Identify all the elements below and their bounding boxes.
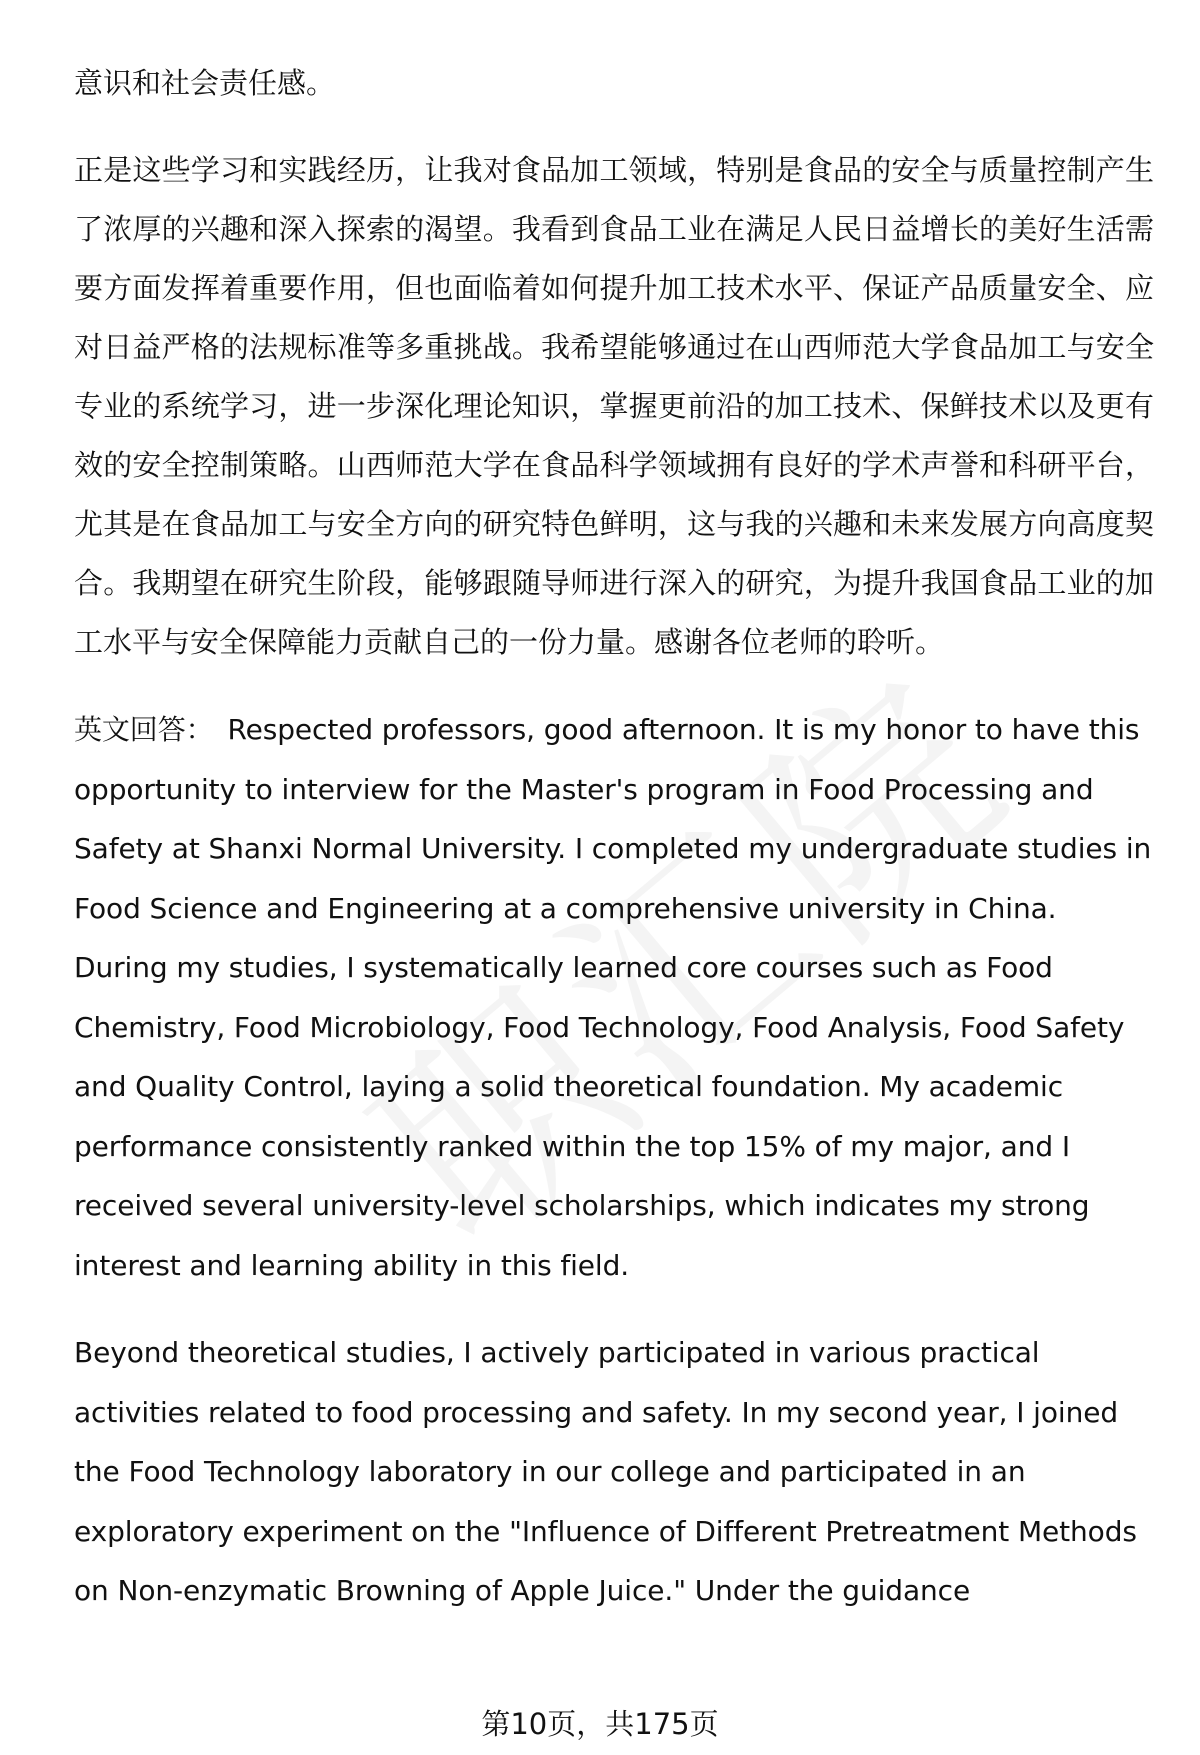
english-answer-label: 英文回答： (74, 713, 214, 746)
page-number-footer: 第10页，共175页 (481, 1707, 719, 1741)
paragraph-continuation: 意识和社会责任感。 (74, 66, 336, 100)
paragraph-english-answer (74, 700, 1154, 1295)
english-answer-text: Respected professors, good afternoon. It is my honor to have this opportunity to interview for the Master's program in Food Processing and Safety at Shanxi Normal University. I completed my undergraduate studies in Food Science and Engineering at a comprehensive university in China. During my studies, I systematically learned core courses such as Food Chemistry, Food Microbiology, Food Technology, Food Analysis, Food Safety and Quality Control, laying a solid theoretical foundation. My academic performance consistently ranked within the top 15% of my major, and I received several university-level scholarships, which indicates my strong interest and learning ability in this field. (74, 713, 1152, 1282)
document-page (74, 54, 1154, 1649)
paragraph-chinese-answer: 正是这些学习和实践经历，让我对食品加工领域，特别是食品的安全与质量控制产生了浓厚的兴趣和深入探索的渴望。我看到食品工业在满足人民日益增长的美好生活需要方面发挥着重要作用，但也面临着如何提升加工技术水平、保证产品质量安全、应对日益严格的法规标准等多重挑战。我希望能够通过在山西师范大学食品加工与安全专业的系统学习，进一步深化理论知识，掌握更前沿的加工技术、保鲜技术以及更有效的安全控制策略。山西师范大学在食品科学领域拥有良好的学术声誉和科研平台，尤其是在食品加工与安全方向的研究特色鲜明，这与我的兴趣和未来发展方向高度契合。我期望在研究生阶段，能够跟随导师进行深入的研究，为提升我国食品工业的加工水平与安全保障能力贡献自己的一份力量。感谢各位老师的聆听。 (74, 153, 1154, 659)
paragraph-practical-activities: Beyond theoretical studies, I actively participated in various practical activities related to food processing and safety. In my second year, I joined the Food Technology laboratory in our college and participated in an exploratory experiment on the "Influence of Different Pretreatment Methods on Non-enzymatic Browning of Apple Juice." Under the guidance (74, 1336, 1137, 1607)
